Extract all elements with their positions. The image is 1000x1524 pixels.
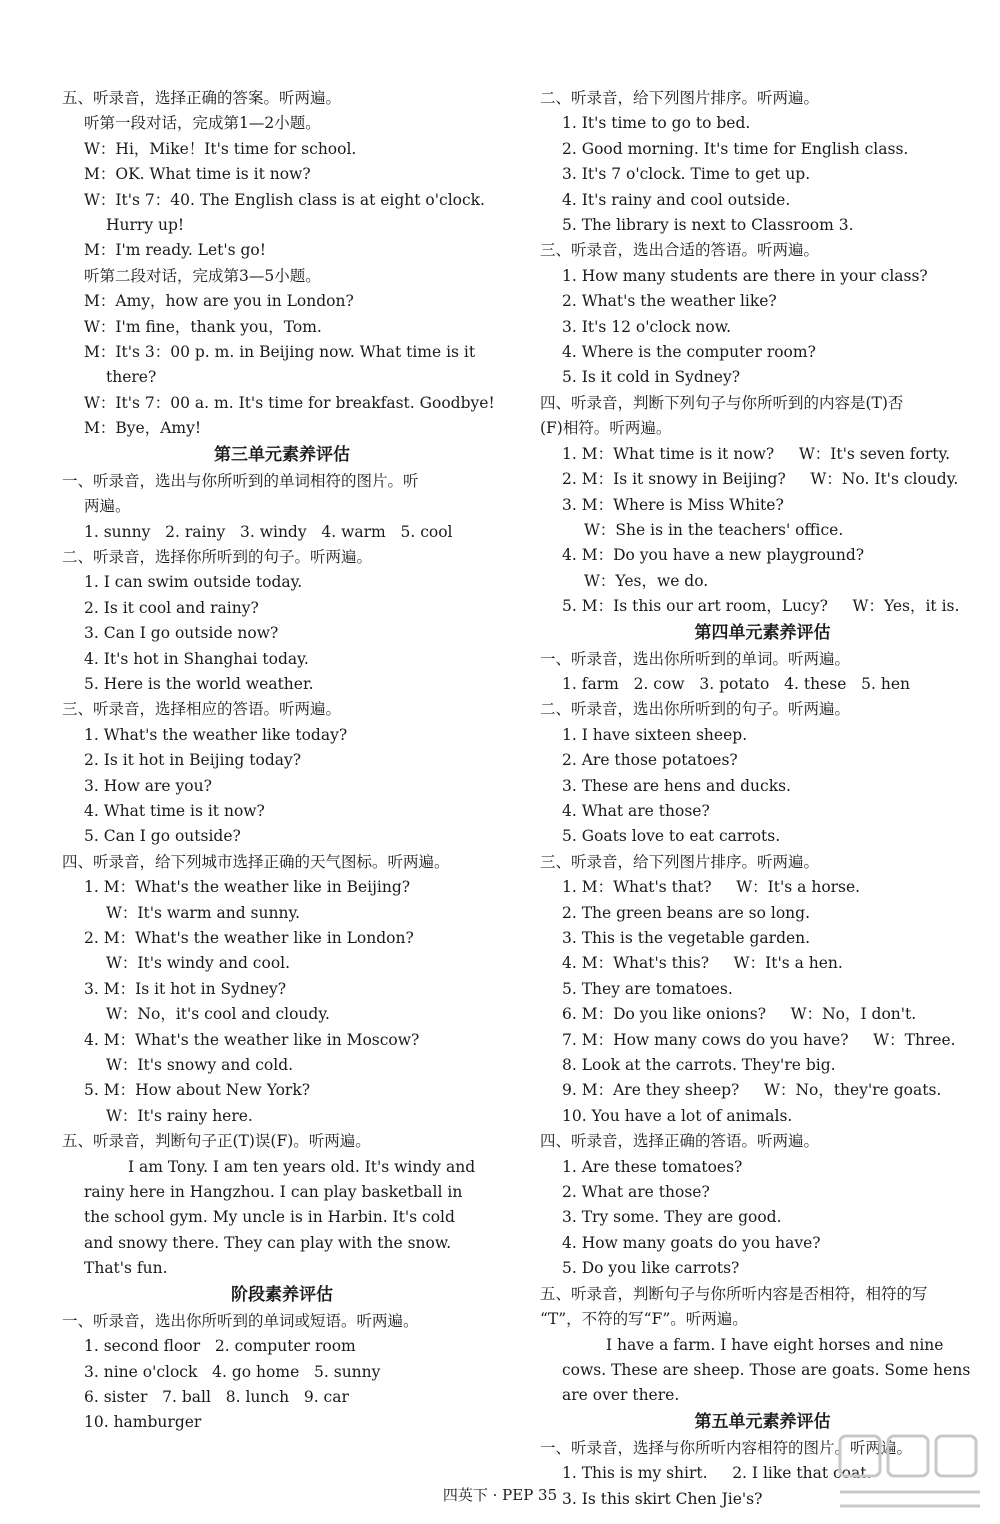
right-text-line: 9. M：Are they sheep? W：No，they're goats. bbox=[562, 1081, 942, 1100]
right-text-line: 3. This is the vegetable garden. bbox=[562, 929, 811, 947]
left-text-line: W：Hi，Mike！It's time for school. bbox=[84, 139, 357, 158]
right-text-line: 4. M：What's this? W：It's a hen. bbox=[562, 954, 843, 973]
left-text-line: 5. Can I go outside? bbox=[84, 827, 241, 846]
right-text-line: 3. It's 7 o'clock. Time to get up. bbox=[562, 165, 811, 184]
right-text-line: 3. Try some. They are good. bbox=[562, 1208, 782, 1227]
left-text-line: the school gym. My uncle is in Harbin. It's cold bbox=[84, 1208, 455, 1227]
right-text-line: 4. It's rainy and cool outside. bbox=[562, 190, 791, 209]
right-text-line: 5. M：Is this our art room，Lucy? W：Yes，it is. bbox=[562, 597, 960, 616]
left-text-line: 1. sunny 2. rainy 3. windy 4. warm 5. cool bbox=[84, 522, 453, 541]
left-text-line: there? bbox=[106, 368, 157, 387]
right-text-line: 2. The green beans are so long. bbox=[562, 903, 811, 922]
right-text-line: 一、听录音，选择与你所听内容相符的图片。听两遍。 bbox=[540, 1438, 913, 1457]
right-text-line: 2. Are those potatoes? bbox=[562, 751, 738, 770]
left-column bbox=[62, 86, 502, 1436]
right-text-line: 1. Are these tomatoes? bbox=[562, 1157, 743, 1176]
left-text-line: W：It's windy and cool. bbox=[106, 954, 291, 973]
left-text-line: 1. I can swim outside today. bbox=[84, 573, 303, 592]
right-text-line: 二、听录音，给下列图片排序。听两遍。 bbox=[540, 89, 820, 107]
left-text-line: 五、听录音，判断句子正(T)误(F)。听两遍。 bbox=[62, 1132, 371, 1151]
right-text-line: 4. What are those? bbox=[562, 801, 710, 820]
left-text-line: 3. M：Is it hot in Sydney? bbox=[84, 979, 287, 998]
right-text-line: W：She is in the teachers' office. bbox=[584, 520, 844, 539]
left-text-line: 4. It's hot in Shanghai today. bbox=[84, 649, 309, 668]
right-text-line: 5. Goats love to eat carrots. bbox=[562, 827, 781, 846]
right-text-line: are over there. bbox=[562, 1386, 680, 1405]
right-text-line: “T”，不符的写“F”。听两遍。 bbox=[540, 1310, 748, 1329]
right-text-line: 三、听录音，选出合适的答语。听两遍。 bbox=[540, 241, 820, 260]
right-text-line: 4. How many goats do you have? bbox=[562, 1233, 821, 1252]
right-text-line: 1. I have sixteen sheep. bbox=[562, 725, 748, 744]
right-text-line: 2. M：Is it snowy in Beijing? W：No. It's cloudy. bbox=[562, 470, 959, 489]
left-text-line: W：It's warm and sunny. bbox=[106, 903, 301, 922]
right-text-line: 2. Good morning. It's time for English class. bbox=[562, 139, 909, 158]
left-text-line: W：It's snowy and cold. bbox=[106, 1056, 294, 1075]
right-text-line: 3. It's 12 o'clock now. bbox=[562, 317, 732, 336]
right-text-line: 2. What are those? bbox=[562, 1183, 710, 1202]
watermark-logo bbox=[830, 1430, 990, 1516]
right-text-line: 5. Is it cold in Sydney? bbox=[562, 368, 741, 387]
left-text-line: 4. M：What's the weather like in Moscow? bbox=[84, 1030, 420, 1049]
left-text-line: I am Tony. I am ten years old. It's windy and bbox=[128, 1157, 476, 1176]
right-text-line: 三、听录音，给下列图片排序。听两遍。 bbox=[540, 852, 820, 871]
right-text-line: 3. Is this skirt Chen Jie's? bbox=[562, 1489, 763, 1508]
right-text-line: 6. M：Do you like onions? W：No，I don't. bbox=[562, 1005, 917, 1024]
right-text-line: 7. M：How many cows do you have? W：Three. bbox=[562, 1030, 956, 1049]
right-text-line: 5. Do you like carrots? bbox=[562, 1259, 740, 1278]
left-text-line: 3. nine o'clock 4. go home 5. sunny bbox=[84, 1362, 381, 1381]
right-section-title: 第四单元素养评估 bbox=[694, 622, 831, 643]
right-column bbox=[540, 86, 985, 1512]
left-text-line: W：It's 7：40. The English class is at eight o'clock. bbox=[84, 190, 485, 209]
right-text-line: 3. M：Where is Miss White? bbox=[562, 495, 784, 514]
left-text-line: 三、听录音，选择相应的答语。听两遍。 bbox=[62, 700, 342, 719]
left-text-line: 一、听录音，选出与你所听到的单词相符的图片。听 bbox=[62, 471, 419, 490]
left-text-line: 五、听录音，选择正确的答案。听两遍。 bbox=[62, 89, 342, 107]
left-text-line: Hurry up! bbox=[106, 216, 185, 235]
right-text-line: 1. How many students are there in your class? bbox=[562, 266, 928, 285]
left-text-line: M：OK. What time is it now? bbox=[84, 165, 311, 184]
right-text-line: 1. M：What time is it now? W：It's seven forty. bbox=[562, 444, 951, 463]
left-text-line: 3. How are you? bbox=[84, 776, 212, 795]
left-text-line: 4. What time is it now? bbox=[84, 801, 265, 820]
right-text-line: 3. These are hens and ducks. bbox=[562, 776, 791, 795]
right-text-line: I have a farm. I have eight horses and nine bbox=[606, 1335, 944, 1354]
right-section-title: 第五单元素养评估 bbox=[694, 1411, 831, 1432]
page-footer: 四英下 · PEP 35 bbox=[442, 1486, 558, 1504]
right-text-line: 一、听录音，选出你所听到的单词。听两遍。 bbox=[540, 649, 851, 668]
left-text-line: 1. M：What's the weather like in Beijing? bbox=[84, 878, 411, 897]
left-text-line: and snowy there. They can play with the snow. bbox=[84, 1233, 452, 1252]
right-text-line: 1. This is my shirt. 2. I like that coat. bbox=[562, 1464, 872, 1483]
left-text-line: 5. M：How about New York? bbox=[84, 1081, 311, 1100]
right-text-line: 8. Look at the carrots. They're big. bbox=[562, 1056, 836, 1075]
right-text-line: (F)相符。听两遍。 bbox=[540, 419, 672, 438]
left-text-line: 听第二段对话，完成第3—5小题。 bbox=[84, 266, 321, 285]
right-text-line: 四、听录音，判断下列句子与你所听到的内容是(T)否 bbox=[540, 393, 904, 412]
right-text-line: 2. What's the weather like? bbox=[562, 292, 777, 311]
left-text-line: W：I'm fine，thank you，Tom. bbox=[84, 317, 322, 336]
left-text-line: 3. Can I go outside now? bbox=[84, 624, 279, 643]
right-text-line: 5. The library is next to Classroom 3. bbox=[562, 216, 854, 235]
left-text-line: 6. sister 7. ball 8. lunch 9. car bbox=[84, 1387, 349, 1406]
right-text-line: 10. You have a lot of animals. bbox=[562, 1106, 793, 1125]
left-text-line: M：Bye，Amy! bbox=[84, 419, 202, 438]
right-text-line: 五、听录音，判断句子与你所听内容是否相符，相符的写 bbox=[540, 1284, 928, 1303]
left-text-line: 1. second floor 2. computer room bbox=[84, 1337, 356, 1356]
left-text-line: 2. Is it hot in Beijing today? bbox=[84, 751, 302, 770]
left-text-line: 5. Here is the world weather. bbox=[84, 674, 314, 693]
right-text-line: 4. M：Do you have a new playground? bbox=[562, 546, 865, 565]
left-text-line: W：No，it's cool and cloudy. bbox=[106, 1005, 330, 1024]
right-text-line: cows. These are sheep. Those are goats. Some hens bbox=[562, 1360, 971, 1379]
left-text-line: 10. hamburger bbox=[84, 1413, 202, 1432]
left-text-line: 一、听录音，选出你所听到的单词或短语。听两遍。 bbox=[62, 1311, 419, 1330]
left-text-line: 两遍。 bbox=[84, 497, 131, 516]
left-text-line: 1. What's the weather like today? bbox=[84, 725, 348, 744]
right-text-line: 4. Where is the computer room? bbox=[562, 343, 816, 362]
left-section-title: 阶段素养评估 bbox=[231, 1284, 333, 1305]
right-text-line: 1. M：What's that? W：It's a horse. bbox=[562, 878, 861, 897]
right-text-line: 1. farm 2. cow 3. potato 4. these 5. hen bbox=[562, 674, 911, 693]
right-text-line: W：Yes，we do. bbox=[584, 571, 709, 590]
left-text-line: M：It's 3：00 p. m. in Beijing now. What time is it bbox=[84, 343, 476, 362]
left-text-line: 2. M：What's the weather like in London? bbox=[84, 929, 414, 947]
left-text-line: That's fun. bbox=[84, 1259, 168, 1278]
left-text-line: 听第一段对话，完成第1—2小题。 bbox=[84, 114, 321, 133]
right-text-line: 1. It's time to go to bed. bbox=[562, 114, 751, 133]
left-section-title: 第三单元素养评估 bbox=[214, 444, 350, 465]
left-text-line: W：It's 7：00 a. m. It's time for breakfast. Goodbye! bbox=[84, 393, 495, 412]
left-text-line: rainy here in Hangzhou. I can play basketball in bbox=[84, 1183, 463, 1202]
left-text-line: M：Amy，how are you in London? bbox=[84, 292, 354, 311]
right-text-line: 四、听录音，选择正确的答语。听两遍。 bbox=[540, 1132, 820, 1151]
left-text-line: M：I'm ready. Let's go! bbox=[84, 241, 266, 260]
left-text-line: 二、听录音，选择你所听到的句子。听两遍。 bbox=[62, 547, 373, 566]
left-text-line: 四、听录音，给下列城市选择正确的天气图标。听两遍。 bbox=[62, 852, 450, 871]
right-text-line: 5. They are tomatoes. bbox=[562, 979, 733, 998]
left-text-line: W：It's rainy here. bbox=[106, 1106, 253, 1125]
right-text-line: 二、听录音，选出你所听到的句子。听两遍。 bbox=[540, 700, 851, 719]
left-text-line: 2. Is it cool and rainy? bbox=[84, 598, 259, 617]
